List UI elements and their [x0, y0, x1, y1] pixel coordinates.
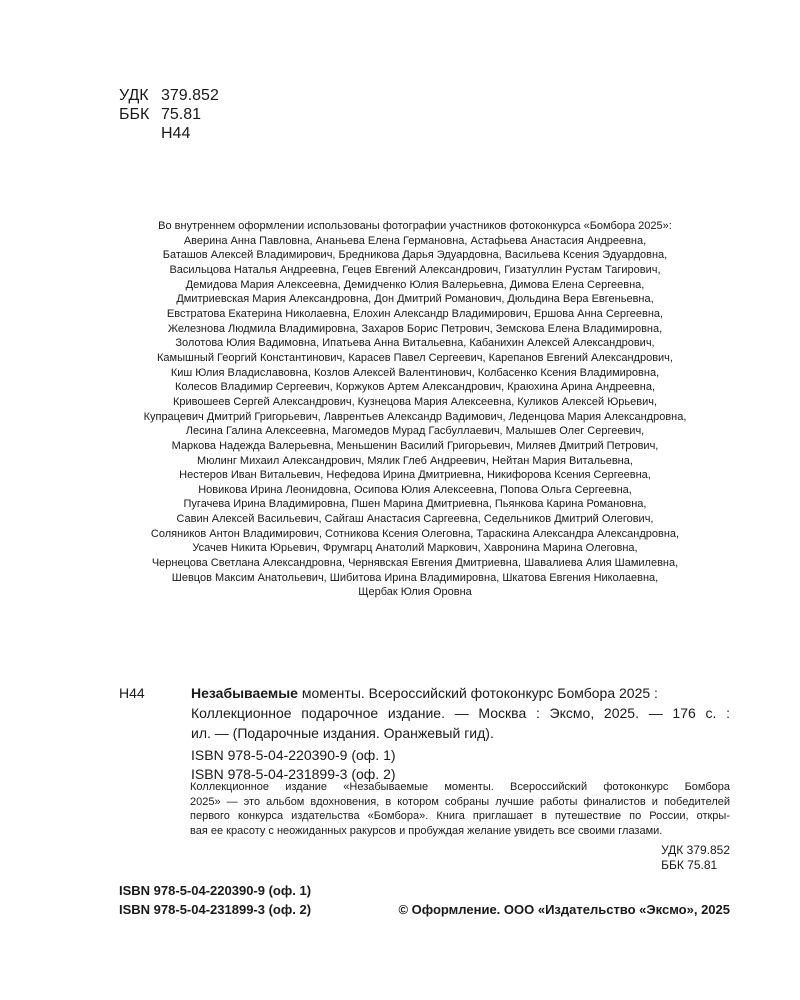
annotation	[190, 780, 730, 838]
bib-title: Незабываемые	[191, 685, 298, 701]
annotation-line-3: первого конкурса издательства «Бомбора». Книга приглашает в путешествие по России, откры-	[190, 810, 730, 822]
bib-description-line	[191, 683, 730, 703]
bib-line2: Коллекционное подарочное издание. — Москва : Эксмо, 2025. — 176 с. :	[191, 705, 730, 721]
bibliographic-entry	[119, 683, 730, 784]
credit-line: Нестеров Иван Витальевич, Нефедова Ирина Дмитриевна, Никифорова Ксения Сергеевна,	[179, 469, 651, 482]
bib-line3: ил. — (Подарочные издания. Оранжевый гид).	[191, 725, 494, 741]
credit-line: Золотова Юлия Вадимовна, Ипатьева Анна Витальевна, Кабанихин Алексей Александрович,	[175, 337, 655, 350]
credit-line: Во внутреннем оформлении использованы фотографии участников фотоконкурса «Бомбора 2025»:	[158, 220, 672, 232]
credit-line: Чернецова Светлана Александровна, Чернявская Евгения Дмитриевна, Шавалиева Алия Шамилевна,	[151, 557, 679, 570]
footer	[119, 881, 730, 919]
author-mark: Н44	[161, 125, 191, 142]
footer-copyright: © Оформление. ООО «Издательство «Эксмо», 2025	[398, 902, 730, 917]
credit-line: Железнова Людмила Владимировна, Захаров Борис Петрович, Земскова Елена Владимировна,	[167, 322, 663, 335]
bib-isbn-2: ISBN 978-5-04-231899-3 (оф. 2)	[191, 766, 396, 782]
bbk-row	[119, 105, 219, 124]
credit-line: Мюлинг Михаил Александрович, Мялик Глеб Андреевич, Нейтан Мария Витальевна,	[197, 454, 633, 467]
credit-line: Савин Алексей Васильевич, Сайгаш Анастасия Саргеевна, Седельников Дмитрий Олегович,	[176, 513, 654, 526]
credit-line: Маркова Надежда Валерьевна, Меньшенин Василий Григорьевич, Миляев Дмитрий Петрович,	[171, 439, 659, 452]
credit-line: Шевцов Максим Анатольевич, Шибитова Ирина Владимировна, Шкатова Евгения Николаевна,	[171, 571, 659, 584]
small-udk: УДК 379.852	[661, 843, 730, 857]
credit-line: Баташов Алексей Владимирович, Бредникова Дарья Эдуардовна, Васильева Ксения Эдуардовна,	[162, 249, 668, 262]
udk-value: 379.852	[161, 87, 219, 104]
credit-line: Демидова Мария Алексеевна, Демидченко Юлия Валерьевна, Димова Елена Сергеевна,	[185, 278, 645, 291]
credit-line: Кривошеев Сергей Александрович, Кузнецова Мария Алексеевна, Куликов Алексей Юрьевич,	[172, 395, 658, 408]
author-mark-row	[119, 124, 219, 143]
credit-line: Камышный Георгий Константинович, Карасев Павел Сергеевич, Карепанов Евгений Александрович,	[157, 351, 673, 364]
credit-line: Колесов Владимир Сергеевич, Коржуков Артем Александрович, Краюхина Арина Андреевна,	[174, 381, 655, 394]
credit-line: Пугачева Ирина Владимировна, Пшен Марина Дмитриевна, Пьянкова Карина Романовна,	[183, 498, 647, 511]
bib-author-mark: Н44	[119, 685, 145, 701]
bib-isbn-1: ISBN 978-5-04-220390-9 (оф. 1)	[191, 747, 396, 763]
credit-line: Купрацевич Дмитрий Григорьевич, Лаврентьев Александр Вадимович, Леденцова Мария Александровна,	[143, 410, 687, 423]
credit-line: Киш Юлия Владиславовна, Козлов Алексей Валентинович, Колбасенко Ксения Владимировна,	[170, 366, 660, 379]
credit-line: Дмитриевская Мария Александровна, Дон Дмитрий Романович, Дюльдина Вера Евгеньевна,	[176, 293, 654, 306]
credit-line: Васильцова Наталья Андреевна, Гецев Евгений Александрович, Гизатуллин Рустам Тагирович,	[169, 263, 661, 276]
classification-codes	[119, 86, 219, 143]
footer-isbn-2: ISBN 978-5-04-231899-3 (оф. 2)	[119, 902, 312, 917]
bib-isbn-list	[119, 746, 730, 784]
bib-line1-rest: моменты. Всероссийский фотоконкурс Бомбора 2025 :	[297, 685, 658, 701]
photo-credits	[100, 219, 730, 600]
bbk-label: ББК	[119, 106, 150, 123]
annotation-line-4: вая ее красоту с неожиданных ракурсов и пробуждая желание увидеть все своими глазами.	[190, 824, 663, 837]
annotation-line-1: Коллекционное издание «Незабываемые моменты. Всероссийский фотоконкурс Бомбора	[190, 781, 730, 793]
credit-line: Соляников Антон Владимирович, Сотникова Ксения Олеговна, Тараскина Александра Александровна,	[150, 527, 680, 540]
udk-row	[119, 86, 219, 105]
footer-isbn-1: ISBN 978-5-04-220390-9 (оф. 1)	[119, 883, 312, 898]
credit-line: Щербак Юлия Оровна	[358, 586, 472, 599]
udk-label: УДК	[119, 87, 149, 104]
credit-line: Евстратова Екатерина Николаевна, Елохин Александр Владимирович, Ершова Анна Сергеевна,	[166, 307, 664, 320]
credit-line: Аверина Анна Павловна, Ананьева Елена Германовна, Астафьева Анастасия Андреевна,	[183, 234, 647, 247]
small-bbk: ББК 75.81	[661, 858, 718, 872]
bbk-value: 75.81	[161, 106, 202, 123]
credit-line: Усачев Никита Юрьевич, Фрумгарц Анатолий Маркович, Хавронина Марина Олеговна,	[192, 542, 638, 555]
credit-line: Новикова Ирина Леонидовна, Осипова Юлия Алексеевна, Попова Ольга Сергеевна,	[198, 483, 632, 496]
credit-line: Лесина Галина Алексеевна, Магомедов Мурад Гасбуллаевич, Малышев Олег Сергеевич,	[185, 425, 645, 438]
small-classification-codes	[661, 843, 730, 873]
annotation-line-2: 2025» — это альбом вдохновения, в котором собраны лучшие работы финалистов и победителей	[190, 795, 730, 808]
